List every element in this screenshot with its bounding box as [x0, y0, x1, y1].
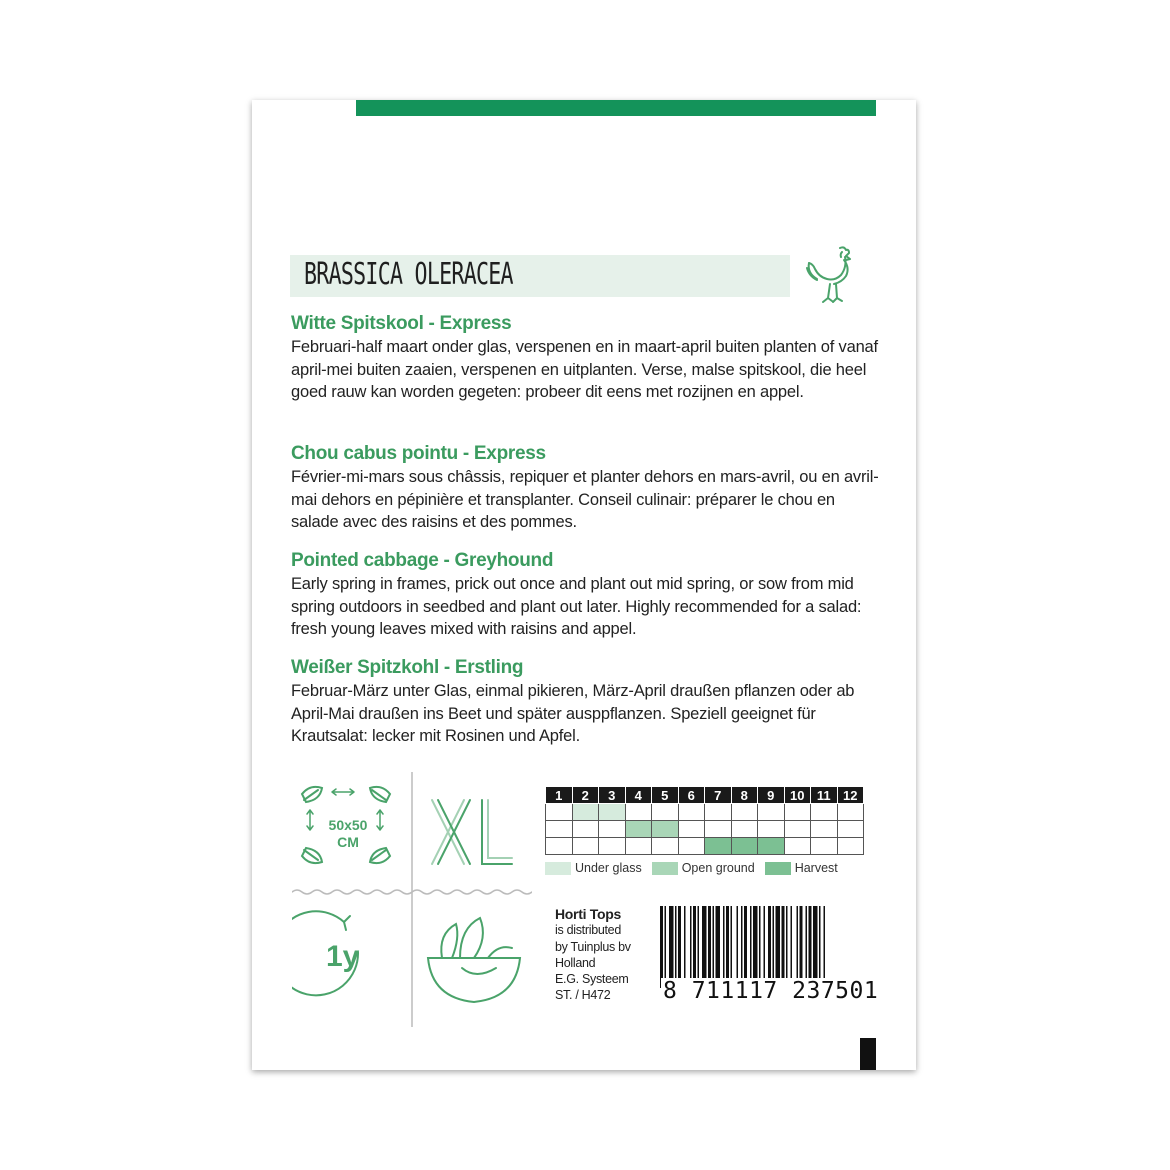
- month-label: 2: [572, 787, 599, 804]
- distributor-line: Holland: [555, 955, 596, 970]
- barcode-bar: [741, 906, 743, 988]
- section-title: Chou cabus pointu - Express: [291, 443, 546, 464]
- legend-swatch: [545, 862, 571, 875]
- barcode-bar: [768, 906, 771, 988]
- distributor-info: [555, 906, 631, 1004]
- barcode-bar: [786, 906, 788, 988]
- calendar-row: [546, 821, 864, 838]
- section-title: Weißer Spitzkohl - Erstling: [291, 657, 524, 678]
- month-label: 12: [837, 787, 864, 804]
- barcode-bar: [824, 906, 826, 988]
- barcode-bar: [675, 906, 677, 988]
- legend-label: Open ground: [681, 861, 755, 875]
- distributor-line: E.G. Systeem: [555, 972, 629, 987]
- calendar-cell: [705, 838, 732, 855]
- calendar-legend: [545, 861, 864, 875]
- barcode-bar: [723, 906, 725, 988]
- calendar-cell: [546, 821, 573, 838]
- section-dutch: [291, 312, 881, 404]
- brand-name: Horti Tops: [555, 906, 621, 922]
- section-title: Pointed cabbage - Greyhound: [291, 550, 554, 571]
- calendar-cell: [731, 804, 758, 821]
- calendar-cell: [731, 821, 758, 838]
- calendar-cell: [811, 821, 838, 838]
- legend-label: Harvest: [794, 861, 838, 875]
- calendar-cell: [705, 804, 732, 821]
- spacing-label: [322, 817, 374, 851]
- section-body: Février-mi-mars sous châssis, repiquer et planter dehors en mars-avril, ou en avril-mai dehors en pépinière et transplanter. Conseil culinair: préparer le chou en salade avec des raisins et des pommes.: [291, 468, 879, 532]
- barcode-bar: [791, 906, 793, 988]
- print-mark: [860, 1038, 876, 1070]
- barcode-bar: [750, 906, 752, 988]
- month-label: 1: [546, 787, 573, 804]
- barcode-bar: [800, 906, 803, 988]
- calendar-cell: [837, 821, 864, 838]
- month-label: 5: [652, 787, 679, 804]
- month-label: 9: [758, 787, 785, 804]
- barcode-bar: [753, 906, 758, 988]
- calendar-cell: [678, 804, 705, 821]
- cultivation-icons: [292, 772, 532, 1027]
- calendar-cell: [625, 804, 652, 821]
- legend-item: [545, 861, 642, 875]
- barcode-bar: [782, 906, 785, 988]
- barcode-bar: [669, 906, 674, 988]
- calendar-cell: [652, 838, 679, 855]
- calendar-cell: [572, 838, 599, 855]
- calendar-cell: [599, 838, 626, 855]
- month-label: 10: [784, 787, 811, 804]
- barcode-bar: [690, 906, 692, 988]
- distributor-line: is distributed: [555, 923, 621, 938]
- barcode-bar: [665, 906, 667, 988]
- section-german: [291, 656, 881, 748]
- section-title: Witte Spitskool - Express: [291, 313, 512, 334]
- month-label: 6: [678, 787, 705, 804]
- calendar-cell: [705, 821, 732, 838]
- barcode-bar: [776, 906, 781, 988]
- legend-item: [652, 861, 755, 875]
- barcode-bar: [813, 906, 818, 988]
- calendar-header: [546, 787, 864, 804]
- cycle-label: 1y: [326, 940, 360, 973]
- legend-label: Under glass: [575, 861, 642, 875]
- month-label: 8: [731, 787, 758, 804]
- calendar-cell: [811, 804, 838, 821]
- calendar-cell: [546, 804, 573, 821]
- size-xl-icon: [432, 800, 512, 864]
- barcode-bar: [806, 906, 808, 988]
- calendar-row: [546, 838, 864, 855]
- section-french: [291, 442, 881, 534]
- barcode-bar: [713, 906, 715, 988]
- calendar-row: [546, 804, 864, 821]
- latin-name: BRASSICA OLERACEA: [304, 257, 513, 292]
- seed-packet-back: [252, 100, 916, 1070]
- calendar-cell: [678, 821, 705, 838]
- month-label: 3: [599, 787, 626, 804]
- top-green-bar: [356, 100, 876, 116]
- barcode-number: 8 711117 237501: [663, 978, 879, 1004]
- calendar-cell: [837, 804, 864, 821]
- section-body: Februari-half maart onder glas, verspenen en in maart-april buiten planten of vanaf april-mei buiten zaaien, verspenen en uitplanten. Verse, malse spitskool, die heel goed rauw kan worden gegeten: probeer dit eens met rozijnen en appel.: [291, 338, 878, 402]
- month-label: 11: [811, 787, 838, 804]
- legend-item: [765, 861, 838, 875]
- barcode-bar: [684, 906, 686, 988]
- calendar-cell: [599, 821, 626, 838]
- barcode-bar: [698, 906, 700, 988]
- barcode-bar: [819, 906, 821, 988]
- barcode-bar: [716, 906, 721, 988]
- calendar-cell: [652, 821, 679, 838]
- legend-swatch: [765, 862, 791, 875]
- calendar-cell: [784, 821, 811, 838]
- barcode-bar: [678, 906, 681, 988]
- barcode-bar: [708, 906, 711, 988]
- month-label: 7: [705, 787, 732, 804]
- barcode-bar: [797, 906, 799, 988]
- calendar-cell: [652, 804, 679, 821]
- calendar-cell: [731, 838, 758, 855]
- barcode-bar: [744, 906, 747, 988]
- calendar-cell: [625, 821, 652, 838]
- calendar-cell: [811, 838, 838, 855]
- calendar-cell: [837, 838, 864, 855]
- leaf-icon: [370, 787, 390, 802]
- salad-bowl-icon: [428, 918, 520, 1002]
- calendar-cell: [758, 804, 785, 821]
- month-label: 4: [625, 787, 652, 804]
- barcode-bar: [731, 906, 733, 988]
- calendar-cell: [546, 838, 573, 855]
- section-english: [291, 549, 881, 641]
- calendar-cell: [572, 804, 599, 821]
- rooster-icon: [804, 244, 862, 306]
- spacing-value: 50x50: [328, 817, 368, 833]
- barcode-bar: [693, 906, 696, 988]
- legend-swatch: [652, 862, 678, 875]
- distributor-line: ST. / H472: [555, 988, 611, 1003]
- section-body: Early spring in frames, prick out once and plant out mid spring, or sow from mid spring outdoors in seedbed and plant out later. Highly recommended for a salad: fresh young leaves mixed with raisins and appel.: [291, 575, 862, 639]
- barcode-bar: [773, 906, 775, 988]
- calendar-cell: [678, 838, 705, 855]
- calendar-cell: [758, 821, 785, 838]
- calendar-cell: [572, 821, 599, 838]
- barcode-bar: [660, 906, 663, 988]
- leaf-icon: [302, 787, 322, 802]
- calendar-grid: [545, 786, 864, 855]
- calendar-cell: [758, 838, 785, 855]
- calendar-cell: [599, 804, 626, 821]
- distributor-line: by Tuinplus bv: [555, 939, 631, 954]
- barcode-bar: [726, 906, 729, 988]
- sowing-calendar: [545, 786, 864, 875]
- barcode-bar: [702, 906, 707, 988]
- calendar-cell: [784, 804, 811, 821]
- calendar-cell: [625, 838, 652, 855]
- barcode-bar: [759, 906, 761, 988]
- barcode-bar: [764, 906, 766, 988]
- leaf-icon: [302, 848, 322, 863]
- section-body: Februar-März unter Glas, einmal pikieren, März-April draußen pflanzen oder ab April-Mai draußen ins Beet und später ausppflanzen. Speziell geeignet für Krautsalat: lecker mit Rosinen und Apfel.: [291, 682, 855, 746]
- barcode-bar: [737, 906, 739, 988]
- calendar-cell: [784, 838, 811, 855]
- spacing-unit: CM: [337, 834, 359, 850]
- barcode-bar: [809, 906, 812, 988]
